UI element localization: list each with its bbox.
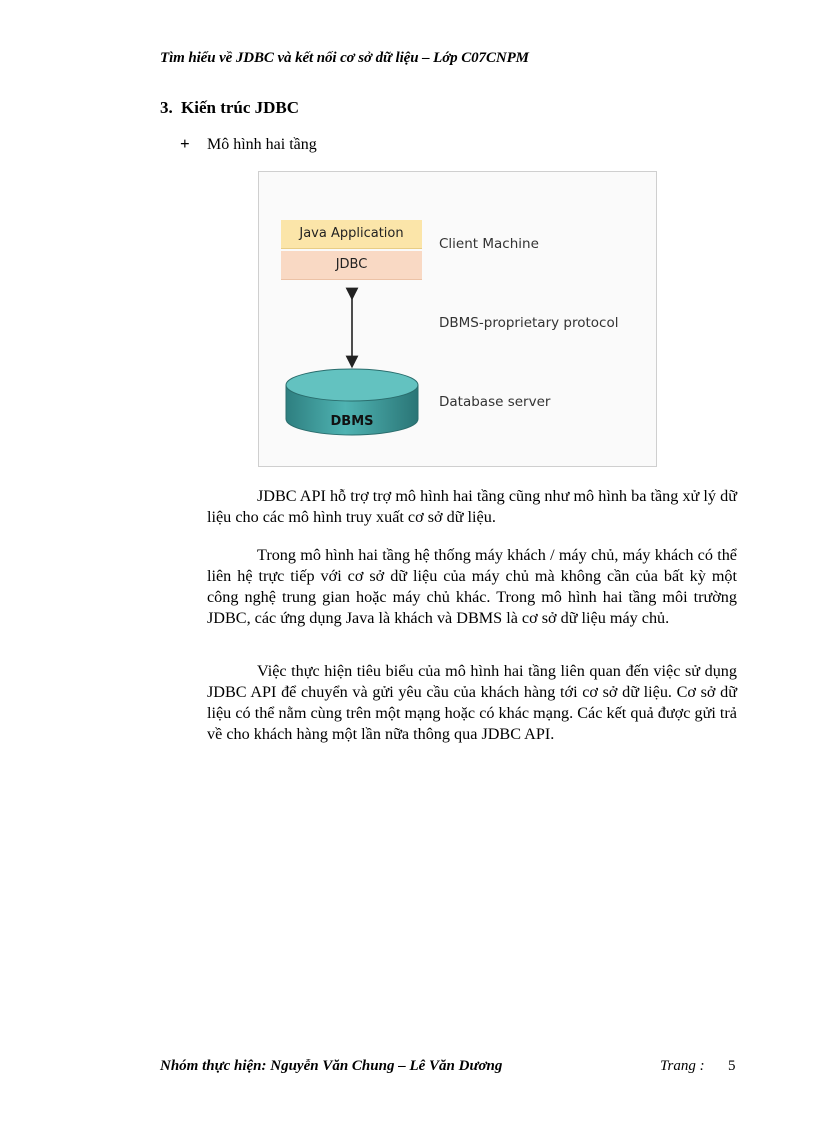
page-number: 5 [728,1058,736,1074]
jdbc-box: JDBC [281,251,422,280]
page-label: Trang : [660,1058,705,1074]
paragraph-2: Trong mô hình hai tầng hệ thống máy khách / máy chủ, máy khách có thể liên hệ trực tiếp với cơ sở dữ liệu của máy chủ mà không cần của bất kỳ một công nghệ trung gian hoặc máy chủ khác. Trong mô hình hai tầng môi trường JDBC, các ứng dụng Java là khách và DBMS là cơ sở dữ liệu máy chủ. [207,546,737,627]
bullet-text: Mô hình hai tầng [207,136,317,153]
bullet-item [180,134,317,154]
diagram-graphics [283,282,423,442]
page-footer-authors: Nhóm thực hiện: Nguyễn Văn Chung – Lê Văn Dương [160,1058,503,1074]
page-header: Tìm hiểu về JDBC và kết nối cơ sở dữ liệu – Lớp C07CNPM [160,50,529,66]
dbms-label: DBMS [330,414,374,429]
section-number: 3. [160,98,173,117]
paragraph-3: Việc thực hiện tiêu biểu của mô hình hai tầng liên quan đến việc sử dụng JDBC API để chuyển và gửi yêu cầu của khách hàng tới cơ sở dữ liệu. Cơ sở dữ liệu có thể nằm cùng trên một mạng hoặc có khác mạng. Các kết quả được gửi trả về cho khách hàng một lần nữa thông qua JDBC API. [207,662,737,743]
section-title: Kiến trúc JDBC [181,98,300,117]
bullet-mark: + [180,134,190,153]
java-application-box: Java Application [281,220,422,249]
section-heading [160,98,299,118]
client-machine-label: Client Machine [439,236,539,252]
paragraph-1: JDBC API hỗ trợ trợ mô hình hai tầng cũng như mô hình ba tầng xử lý dữ liệu cho các mô hình truy xuất cơ sở dữ liệu. [207,487,737,526]
two-tier-diagram [258,171,657,467]
database-server-label: Database server [439,394,551,410]
protocol-label: DBMS-proprietary protocol [439,315,619,331]
